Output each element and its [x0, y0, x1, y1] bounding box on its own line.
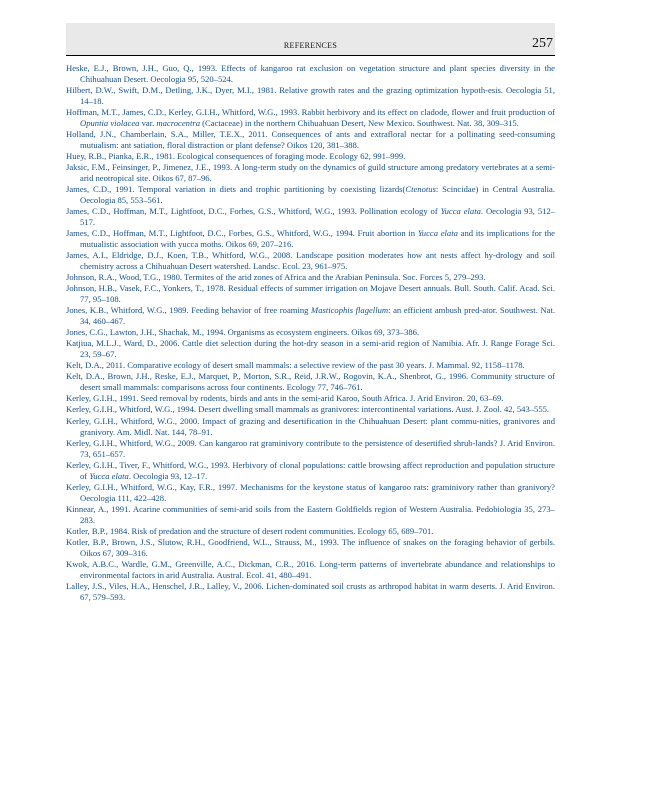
reference-text: James, C.D., Hoffman, M.T., Lightfoot, D.C., Forbes, G.S., Whitford, W.G., 1993. Pollination ecology of: [66, 206, 441, 217]
reference-text: Kerley, G.I.H., Whitford, W.G., 2009. Can kangaroo rat graminivory contribute to the persistence of desertified shrub-lands? J. Arid Environ. 73, 651–657.: [66, 437, 555, 459]
reference-text: Kinnear, A., 1991. Acarine communities of semi-arid soils from the Eastern Goldfields region of Western Australia. Pedobiologia 35, 273–283.: [66, 503, 555, 525]
reference-text: Holland, J.N., Chamberlain, S.A., Miller, T.E.X., 2011. Consequences of ants and extrafloral nectar for a pollinating seed-consuming mutualism: ant satiation, floral distraction or plant defense? Oikos 120, 381–388.: [66, 129, 555, 151]
reference-text: Hilbert, D.W., Swift, D.M., Detling, J.K., Dyer, M.I., 1981. Relative growth rates and the grazing optimization hypoth-esis. Oecologia 51, 14–18.: [66, 85, 555, 107]
reference-italic-text: Yucca elata: [440, 206, 481, 217]
reference-text: Johnson, H.B., Vasek, F.C., Yonkers, T., 1978. Residual effects of summer irrigation on Mojave Desert annuals. Bull. South. Calif. Acad. Sci. 77, 95–108.: [66, 283, 555, 305]
reference-entry: [66, 305, 555, 327]
reference-text: : an efficient ambush pred-ator. Southwest. Nat. 34, 460–467.: [80, 305, 555, 327]
reference-italic-text: Yucca elata: [89, 470, 129, 481]
reference-text: (Cactaceae) in the northern Chihuahuan Desert, New Mexico. Southwest. Nat. 38, 309–315.: [199, 118, 519, 129]
reference-entry: [66, 151, 555, 162]
reference-entry: [66, 504, 555, 526]
header-title: REFERENCES: [283, 41, 338, 50]
reference-text: Lalley, J.S., Viles, H.A., Henschel, J.R., Lalley, V., 2006. Lichen-dominated soil crusts as arthropod habitat in warm deserts. J. Arid Environ. 67, 579–593.: [66, 580, 555, 602]
running-header: [66, 23, 555, 56]
reference-text: Kerley, G.I.H., Whitford, W.G., Kay, F.R., 1997. Mechanisms for the keystone status of kangaroo rats: graminivory rather than granivory? Oecologia 111, 422–428.: [66, 481, 555, 503]
reference-text: Kotler, B.P., Brown, J.S., Slutow, R.H., Goodfriend, W.L., Strauss, M., 1993. The influence of snakes on the foraging behavior of gerbils. Oikos 67, 309–316.: [66, 536, 555, 558]
reference-text: : Scincidae) in Central Australia. Oecologia 85, 553–561.: [80, 184, 556, 206]
reference-text: Katjiua, M.L.J., Ward, D., 2006. Cattle diet selection during the hot-dry season in a semi-arid region of Namibia. Afr. J. Range Forage Sci. 23, 59–67.: [66, 338, 555, 360]
reference-text: Jones, K.B., Whitford, W.G., 1989. Feeding behavior of free roaming: [66, 305, 312, 316]
reference-text: var.: [139, 118, 157, 129]
reference-entry: [66, 63, 555, 85]
reference-entry: [66, 129, 555, 151]
reference-entry: [66, 416, 555, 438]
reference-text: Jaksic, F.M., Feinsinger, P., Jimenez, J.E., 1993. A long-term study on the dynamics of guild structure among predatory vertebrates at a semi-arid neotropical site. Oikos 67, 87–96.: [66, 162, 555, 184]
reference-entry: [66, 360, 555, 371]
reference-text: Kerley, G.I.H., Whitford, W.G., 1994. Desert dwelling small mammals as granivores: intercontinental variations. Aust. J. Zool. 42, 543–555.: [66, 404, 550, 415]
reference-text: Kerley, G.I.H., Whitford, W.G., 2000. Impact of grazing and desertification in the Chihuahuan Desert: plant commu-nities, granivores and granivory. Am. Midl. Nat. 144, 78–91.: [66, 415, 555, 437]
reference-text: James, A.I., Eldridge, D.J., Koen, T.B., Whitford, W.G., 2008. Landscape position moderates how ant nests affect hy-drology and soil chemistry across a Chihuahuan Desert watershed. Landsc. Ecol. 23, 961–975.: [66, 250, 555, 272]
reference-italic-text: Yucca elata: [417, 228, 458, 239]
reference-text: Heske, E.J., Brown, J.H., Guo, Q., 1993. Effects of kangaroo rat exclusion on vegetation structure and plant species diversity in the Chihuahuan Desert. Oecologia 95, 520–524.: [66, 63, 555, 85]
reference-text: Kotler, B.P., 1984. Risk of predation and the structure of desert rodent communities. Ecology 65, 689–701.: [66, 525, 434, 536]
reference-entry: [66, 206, 555, 228]
reference-italic-text: Masticophis flagellum: [311, 305, 389, 316]
reference-entry: [66, 404, 555, 415]
reference-entry: [66, 162, 555, 184]
reference-entry: [66, 272, 555, 283]
reference-list: [66, 63, 555, 603]
reference-text: James, C.D., Hoffman, M.T., Lightfoot, D.C., Forbes, G.S., Whitford, W.G., 1994. Fruit abortion in: [66, 228, 418, 239]
reference-entry: [66, 559, 555, 581]
reference-entry: [66, 283, 555, 305]
reference-entry: [66, 526, 555, 537]
reference-entry: [66, 581, 555, 603]
reference-entry: [66, 338, 555, 360]
reference-entry: [66, 537, 555, 559]
reference-text: Kerley, G.I.H., 1991. Seed removal by rodents, birds and ants in the semi-arid Karoo, South Africa. J. Arid Environ. 20, 63–69.: [66, 393, 504, 404]
reference-entry: [66, 438, 555, 460]
reference-text: and its implications for the mutualistic association with yucca moths. Oikos 69, 207–216.: [80, 228, 555, 250]
reference-italic-text: macrocentra: [156, 118, 200, 129]
reference-entry: [66, 393, 555, 404]
page-number: 257: [532, 36, 553, 51]
reference-text: Hoffman, M.T., James, C.D., Kerley, G.I.H., Whitford, W.G., 1993. Rabbit herbivory and its effect on cladode, flower and fruit production of: [66, 107, 555, 118]
reference-text: Kwok, A.B.C., Wardle, G.M., Greenville, A.C., Dickman, C.R., 2016. Long-term patterns of invertebrate abundance and relationships to environmental factors in arid Australia. Austral. Ecol. 41, 480–491.: [66, 558, 555, 580]
reference-text: Huey, R.B., Pianka, E.R., 1981. Ecological consequences of foraging mode. Ecology 62, 991–999.: [66, 151, 406, 162]
reference-text: Kelt, D.A., 2011. Comparative ecology of desert small mammals: a selective review of the past 30 years. J. Mammal. 92, 1158–1178.: [66, 360, 525, 371]
reference-entry: [66, 85, 555, 107]
reference-text: . Oecologia 93, 12–17.: [128, 470, 208, 481]
reference-entry: [66, 250, 555, 272]
reference-text: Kelt, D.A., Brown, J.H., Reske, E.J., Marquet, P., Morton, S.R., Reid, J.R.W., Rogovin, K.A., Shenbrot, G., 1996. Community structure of desert small mammals: comparisons across four continents. Ecology 77, 746–761.: [66, 371, 555, 393]
reference-entry: [66, 184, 555, 206]
reference-entry: [66, 482, 555, 504]
reference-text: Johnson, R.A., Wood, T.G., 1980. Termites of the arid zones of Africa and the Arabian Peninsula. Soc. Forces 5, 279–293.: [66, 272, 486, 283]
reference-text: Jones, C.G., Lawton, J.H., Shachak, M., 1994. Organisms as ecosystem engineers. Oikos 69, 373–386.: [66, 327, 420, 338]
reference-text: James, C.D., 1991. Temporal variation in diets and trophic partitioning by coexisting lizards(: [66, 184, 406, 195]
reference-entry: [66, 228, 555, 250]
reference-text: . Oecologia 93, 512–517.: [80, 206, 556, 228]
reference-italic-text: Ctenotus: [405, 184, 436, 195]
reference-italic-text: Opuntia violacea: [80, 118, 140, 129]
reference-entry: [66, 371, 555, 393]
reference-text: Kerley, G.I.H., Tiver, F., Whitford, W.G., 1993. Herbivory of clonal populations: cattle browsing affect reproduction and population structure of: [66, 459, 555, 481]
reference-entry: [66, 327, 555, 338]
reference-entry: [66, 107, 555, 129]
reference-entry: [66, 460, 555, 482]
